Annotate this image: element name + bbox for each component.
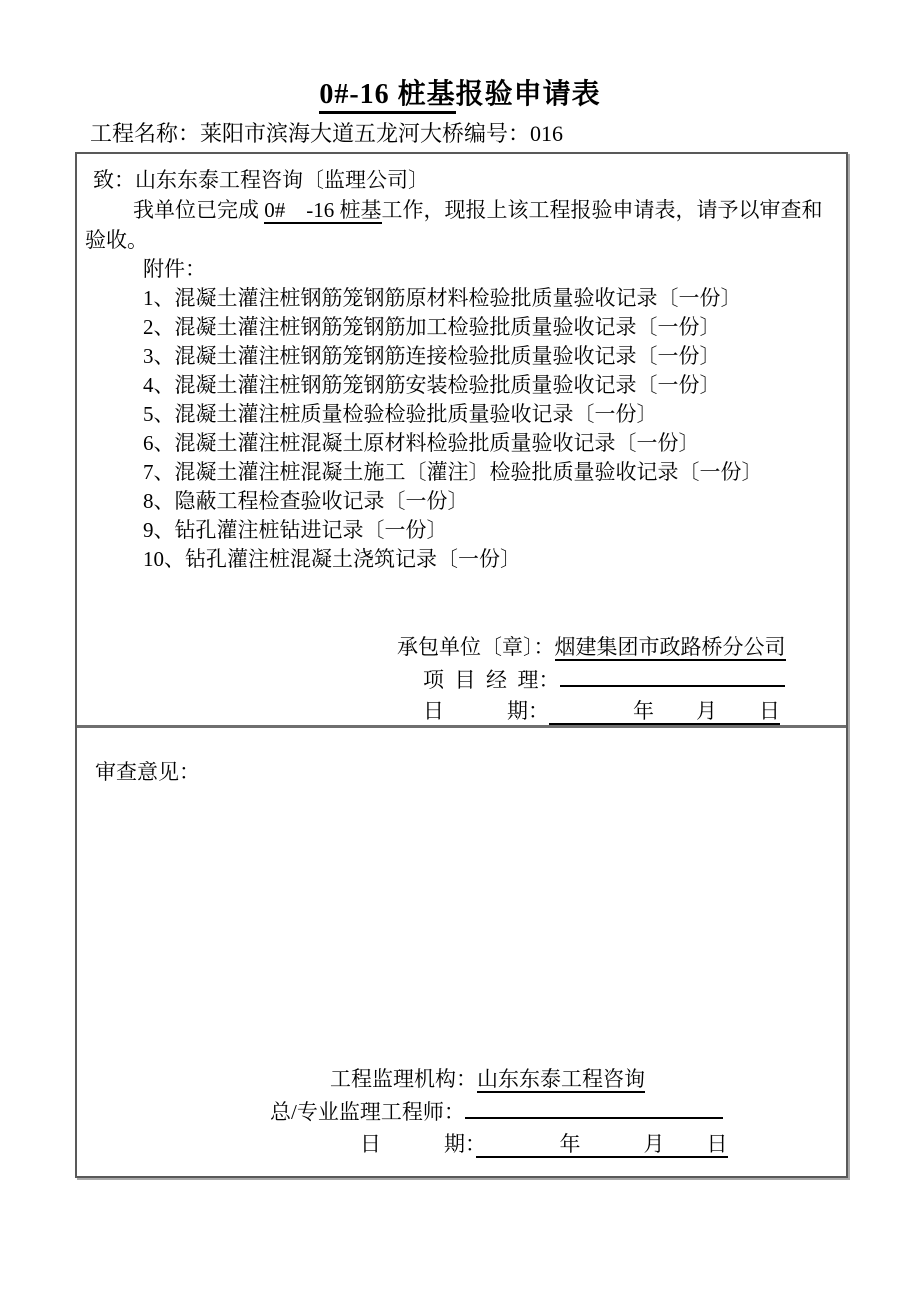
request-body-rest: 工作，现报上该工程报验申请表，请予以审查和	[381, 198, 823, 222]
contractor-signature-block	[77, 632, 846, 725]
attachment-item: 6、混凝土灌注桩混凝土原材料检验批质量验收记录〔一份〕	[143, 431, 700, 455]
attachments-label: 附件：	[143, 257, 206, 281]
contractor-unit-row	[397, 632, 846, 663]
contractor-unit-label: 承包单位〔章〕：	[397, 635, 555, 659]
contractor-date-line: 年 月 日	[549, 699, 780, 723]
attachment-item: 10、钻孔灌注桩混凝土浇筑记录〔一份〕	[143, 547, 521, 571]
project-name-line: 工程名称：莱阳市滨海大道五龙河大桥编号：016	[90, 121, 564, 146]
page-title-underlined: 0#-16 桩基	[319, 79, 455, 114]
contractor-date-label: 日 期：	[423, 699, 549, 723]
supervisor-signature-block	[77, 1063, 846, 1160]
attachment-item: 1、混凝土灌注桩钢筋笼钢筋原材料检验批质量验收记录〔一份〕	[143, 286, 742, 310]
review-opinion-label: 审查意见：	[95, 760, 200, 784]
chief-engineer-label: 总/专业监理工程师：	[270, 1100, 465, 1124]
attachment-item: 8、隐蔽工程检查验收记录〔一份〕	[143, 489, 469, 513]
contractor-unit-value: 烟建集团市政路桥分公司	[554, 635, 786, 659]
request-section	[77, 154, 846, 725]
attachment-item: 5、混凝土灌注桩质量检验检验批质量验收记录〔一份〕	[143, 402, 658, 426]
page-title-rest: 报验申请表	[455, 79, 601, 110]
project-manager-label: 项 目 经 理：	[423, 668, 560, 692]
project-manager-signature-line	[560, 663, 785, 687]
request-body-line2: 验收。	[85, 228, 148, 252]
request-body	[85, 195, 842, 255]
attachment-item: 7、混凝土灌注桩混凝土施工〔灌注〕检验批质量验收记录〔一份〕	[143, 460, 763, 484]
page-title	[0, 0, 920, 112]
supervision-org-row	[330, 1063, 846, 1095]
attachment-item: 4、混凝土灌注桩钢筋笼钢筋安装检验批质量验收记录〔一份〕	[143, 373, 721, 397]
review-section	[77, 725, 846, 1176]
request-body-prefix: 我单位已完成	[133, 198, 265, 222]
request-body-underlined-work: 0# -16 桩基	[264, 198, 382, 222]
review-date-row	[360, 1128, 846, 1160]
review-date-label: 日 期：	[360, 1132, 476, 1156]
attachment-item: 2、混凝土灌注桩钢筋笼钢筋加工检验批质量验收记录〔一份〕	[143, 315, 721, 339]
chief-engineer-signature-line	[465, 1095, 723, 1119]
addressee-line: 致：山东东泰工程咨询〔监理公司〕	[93, 168, 429, 192]
attachment-item: 9、钻孔灌注桩钻进记录〔一份〕	[143, 518, 448, 542]
form-border-box	[75, 152, 848, 1178]
supervision-org-value: 山东东泰工程咨询	[477, 1067, 645, 1091]
contractor-date-row	[423, 696, 846, 725]
project-manager-row	[423, 663, 846, 696]
chief-engineer-row	[270, 1095, 846, 1128]
attachment-item: 3、混凝土灌注桩钢筋笼钢筋连接检验批质量验收记录〔一份〕	[143, 344, 721, 368]
review-date-line: 年 月 日	[475, 1132, 728, 1156]
supervision-org-label: 工程监理机构：	[330, 1067, 477, 1091]
